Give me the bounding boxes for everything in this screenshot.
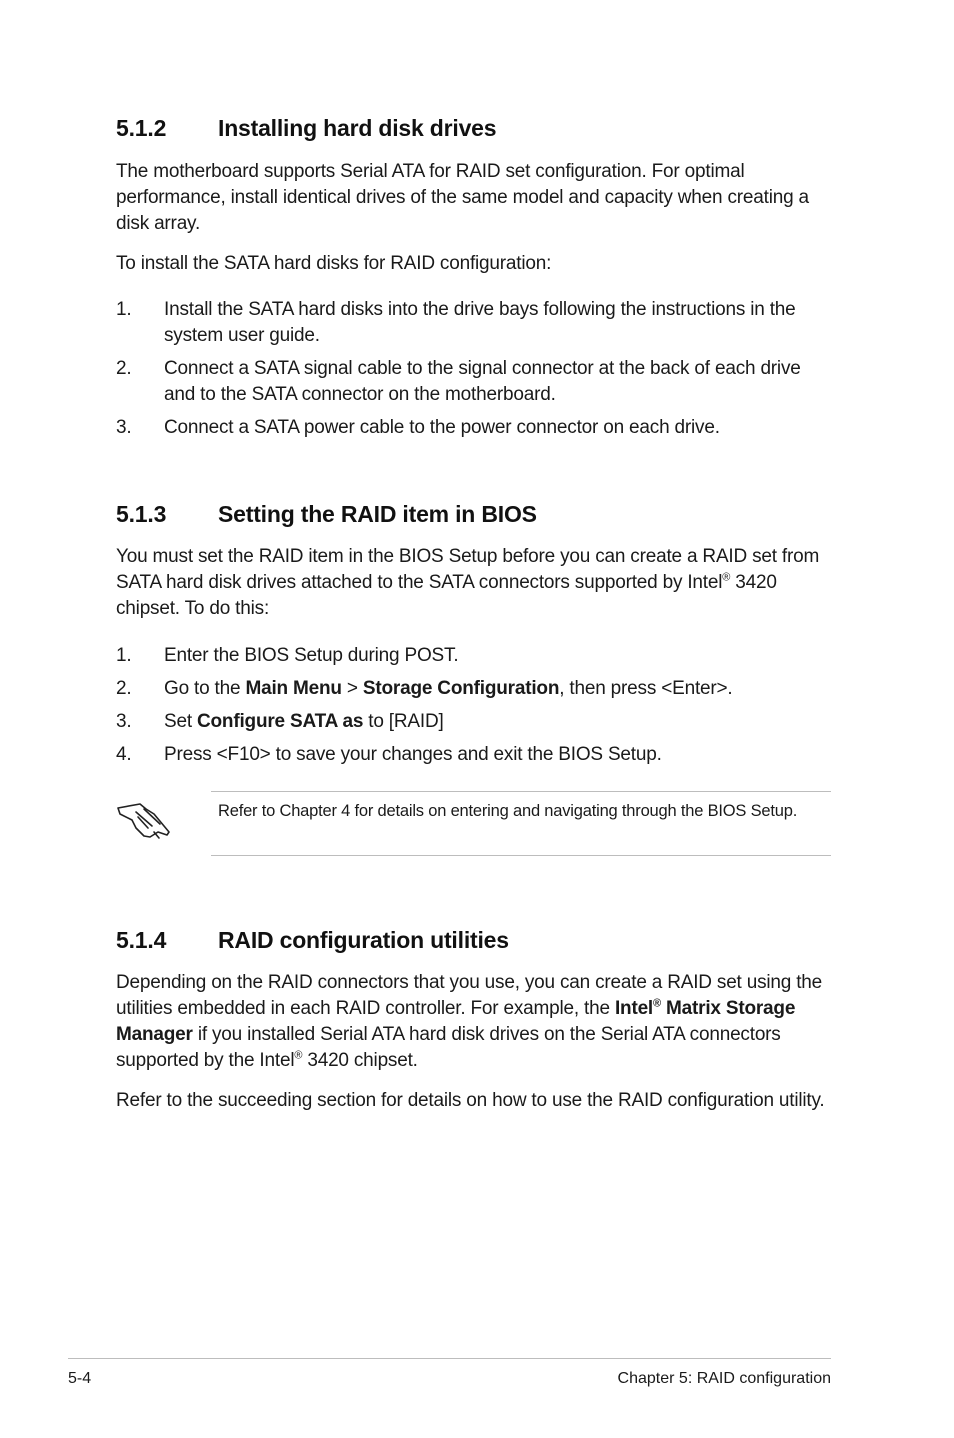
section-number: 5.1.3 (116, 501, 167, 527)
step-text: Set (164, 711, 197, 732)
body-text: 3420 chipset. (302, 1050, 418, 1071)
list-item (116, 676, 836, 702)
section-intro (116, 544, 836, 622)
step-number: 1. (116, 299, 132, 320)
section-number: 5.1.4 (116, 927, 167, 953)
step-number: 2. (116, 678, 132, 699)
section-title: Setting the RAID item in BIOS (218, 501, 537, 527)
section-heading-5-1-3 (116, 501, 537, 528)
section-intro: The motherboard supports Serial ATA for RAID set configuration. For optimal performance, install identical drives of the same model and capacity when creating a disk array. (116, 161, 809, 234)
registered-mark: ® (294, 1049, 303, 1062)
list-item (116, 415, 836, 441)
bios-steps-list (116, 643, 836, 768)
list-item (116, 709, 836, 735)
registered-mark: ® (722, 571, 731, 584)
step-text: Install the SATA hard disks into the drive bays following the instructions in the system user guide. (164, 299, 796, 346)
registered-mark: ® (653, 997, 661, 1010)
step-text: > (341, 678, 363, 699)
step-text: Press <F10> to save your changes and exit the BIOS Setup. (164, 744, 662, 765)
pointing-hand-icon (114, 792, 174, 842)
note-text: Refer to Chapter 4 for details on entering and navigating through the BIOS Setup. (218, 802, 798, 820)
list-item (116, 643, 836, 669)
section-intro (116, 970, 836, 1074)
setting-name-configure-sata-as: Configure SATA as (197, 711, 364, 732)
step-text: to [RAID] (363, 711, 444, 732)
section-paragraph: Refer to the succeeding section for details on how to use the RAID configuration utility. (116, 1090, 825, 1111)
install-steps-list (116, 297, 836, 441)
list-item (116, 356, 836, 408)
note-box (211, 791, 831, 856)
step-number: 4. (116, 744, 132, 765)
menu-name-storage-configuration: Storage Configuration (362, 678, 560, 699)
step-number: 2. (116, 358, 132, 379)
footer-rule (68, 1358, 831, 1359)
page-number: 5-4 (68, 1370, 92, 1387)
step-text: Enter the BIOS Setup during POST. (164, 645, 459, 666)
step-text: Connect a SATA power cable to the power connector on each drive. (164, 417, 720, 438)
menu-name-main-menu: Main Menu (245, 678, 342, 699)
section-title: RAID configuration utilities (218, 927, 509, 953)
step-text: Connect a SATA signal cable to the signal connector at the back of each drive and to the SATA connector on the motherboard. (164, 358, 801, 405)
list-item (116, 297, 836, 349)
step-number: 3. (116, 417, 132, 438)
list-item (116, 742, 836, 768)
product-name-matrix-storage-manager: Matrix Storage Manager (116, 998, 796, 1045)
intro-text-end: 3420 chipset. To do this: (116, 572, 777, 619)
section-title: Installing hard disk drives (218, 115, 497, 141)
step-text: , then press <Enter>. (559, 678, 733, 699)
section-heading-5-1-2 (116, 115, 496, 142)
body-text: Depending on the RAID connectors that you use, you can create a RAID set using the utilities embedded in each RAID controller. For example, the (116, 972, 823, 1019)
intro-text: You must set the RAID item in the BIOS Setup before you can create a RAID set from SATA hard disk drives attached to the SATA connectors supported by Intel (116, 546, 820, 593)
step-text: Go to the (164, 678, 246, 699)
body-text: if you installed Serial ATA hard disk drives on the Serial ATA connectors supported by the Intel (116, 1024, 781, 1071)
chapter-title: Chapter 5: RAID configuration (617, 1370, 831, 1387)
product-name-intel: Intel (614, 998, 654, 1019)
section-number: 5.1.2 (116, 115, 167, 141)
step-number: 3. (116, 711, 132, 732)
section-heading-5-1-4 (116, 927, 509, 954)
step-number: 1. (116, 645, 132, 666)
section-lead: To install the SATA hard disks for RAID configuration: (116, 253, 552, 274)
